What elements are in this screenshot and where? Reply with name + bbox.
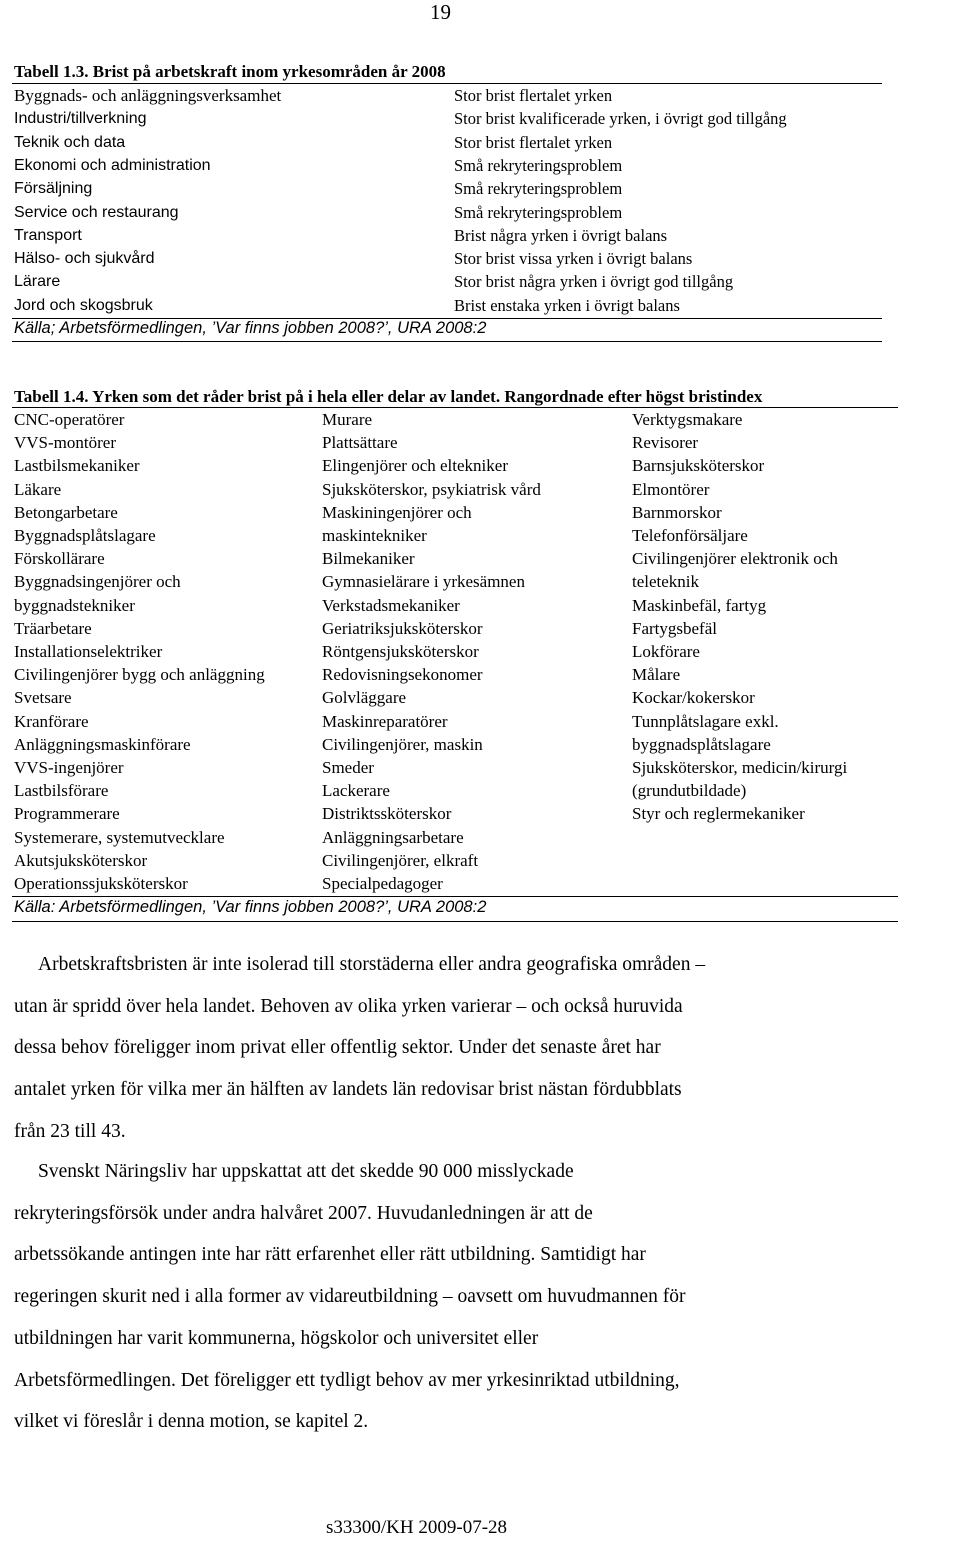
list-item: Systemerare, systemutvecklare [14,827,225,847]
body-paragraph-1 [14,944,894,1153]
body-paragraph-2 [14,1151,894,1443]
row-status: Stor brist flertalet yrken [454,86,613,105]
list-item: Barnsjuksköterskor [632,456,765,476]
list-item: Specialpedagoger [322,874,443,894]
list-item: (grundutbildade) [632,781,747,801]
page-number: 19 [430,0,451,24]
list-item: Betongarbetare [14,502,118,522]
list-item: maskintekniker [322,526,427,546]
list-item: Byggnadsingenjörer och [14,572,181,592]
list-item: Maskinreparatörer [322,711,448,731]
paragraph-line: från 23 till 43. [14,1120,126,1142]
row-area: Byggnads- och anläggningsverksamhet [14,86,282,105]
row-status: Små rekryteringsproblem [454,202,623,222]
paragraph-line: dessa behov föreligger inom privat eller offentlig sektor. Under det senaste året har [14,1037,661,1059]
table-1-4-column-1 [14,408,265,895]
row-area: Service och restaurang [14,203,179,221]
row-area: Industri/tillverkning [14,110,147,128]
list-item: Fartygsbefäl [632,618,717,638]
list-item: Operationssjuksköterskor [14,874,188,894]
paragraph-line: Svenskt Näringsliv har uppskattat att det skedde 90 000 misslyckade [38,1161,574,1182]
list-item: Sjuksköterskor, medicin/kirurgi [632,758,848,778]
table-1-4-source: Källa: Arbetsförmedlingen, ’Var finns jobben 2008?’, URA 2008:2 [14,898,487,916]
list-item: Verktygsmakare [632,410,743,429]
table-1-4-title: Tabell 1.4. Yrken som det råder brist på i hela eller delar av landet. Rangordnade efter högst bristindex [14,387,763,406]
table-row [14,154,884,177]
list-item: Lokförare [632,642,700,662]
list-item: Civilingenjörer, maskin [322,734,483,754]
list-item: teleteknik [632,572,700,592]
list-item: Geriatriksjuksköterskor [322,618,483,638]
list-item: Barnmorskor [632,502,722,522]
list-item: Redovisningsekonomer [322,665,483,685]
list-item: Akutsjuksköterskor [14,850,148,870]
list-item: Sjuksköterskor, psykiatrisk vård [322,479,541,499]
list-item: Verkstadsmekaniker [322,595,460,615]
list-item: Plattsättare [322,433,398,453]
paragraph-line: regeringen skurit ned i alla former av vidareutbildning – oavsett om huvudmannen för [14,1286,686,1308]
list-item: Elmontörer [632,479,710,499]
list-item: Förskollärare [14,549,105,569]
row-area: Ekonomi och administration [14,156,211,174]
list-item: byggnadstekniker [14,595,135,615]
list-item: Lastbilsförare [14,781,109,801]
list-item: Röntgensjuksköterskor [322,642,479,662]
list-item: CNC-operatörer [14,410,125,429]
list-item: Svetsare [14,688,72,708]
paragraph-line: utbildningen har varit kommunerna, högskolor och universitet eller [14,1327,539,1349]
table-1-4-mid-rule [12,896,898,897]
table-row [14,294,884,317]
row-area: Försäljning [14,180,93,198]
paragraph-line: utan är spridd över hela landet. Behoven av olika yrken varierar – och också huruvida [14,995,683,1017]
table-row [14,177,884,200]
row-status: Stor brist flertalet yrken [454,132,613,152]
table-row [14,224,884,247]
list-item: Kranförare [14,711,89,731]
list-item: Anläggningsmaskinförare [14,734,191,754]
row-status: Stor brist kvalificerade yrken, i övrigt god tillgång [454,109,787,129]
table-row [14,201,884,224]
list-item: Bilmekaniker [322,549,415,569]
paragraph-line: Arbetskraftsbristen är inte isolerad till storstäderna eller andra geografiska områden – [38,954,706,975]
row-status: Små rekryteringsproblem [454,155,623,175]
table-1-4-column-3 [632,408,847,826]
table-1-3-bottom-rule [12,341,882,342]
list-item: Murare [322,410,373,429]
list-item: Byggnadsplåtslagare [14,526,156,546]
paragraph-line: rekryteringsförsök under andra halvåret 2007. Huvudanledningen är att de [14,1202,593,1224]
list-item: Tunnplåtslagare exkl. [632,711,779,731]
list-item: Telefonförsäljare [632,526,748,546]
list-item: Maskinbefäl, fartyg [632,595,767,615]
list-item: Golvläggare [322,688,407,708]
paragraph-line: vilket vi föreslår i denna motion, se kapitel 2. [14,1411,369,1433]
list-item: Civilingenjörer elektronik och [632,549,838,569]
table-row [14,247,884,270]
row-area: Lärare [14,273,61,291]
list-item: Lackerare [322,781,390,801]
list-item: Lastbilsmekaniker [14,456,140,476]
list-item: Läkare [14,479,62,499]
list-item: Elingenjörer och eltekniker [322,456,508,476]
table-1-4-column-2 [322,408,541,895]
row-area: Transport [14,226,82,244]
paragraph-line: Arbetsförmedlingen. Det föreligger ett tydligt behov av mer yrkesinriktad utbildning, [14,1369,680,1391]
row-area: Hälso- och sjukvård [14,250,155,268]
table-row [14,131,884,154]
list-item: VVS-montörer [14,433,116,453]
list-item: Kockar/kokerskor [632,688,755,708]
list-item: Maskiningenjörer och [322,502,472,522]
list-item: Gymnasielärare i yrkesämnen [322,572,525,592]
list-item: Distriktssköterskor [322,804,452,824]
row-status: Små rekryteringsproblem [454,179,623,199]
list-item: Anläggningsarbetare [322,827,464,847]
row-area: Jord och skogsbruk [14,296,153,314]
table-1-4-bottom-rule [12,921,898,922]
list-item: Programmerare [14,804,120,824]
document-footer: s33300/KH 2009-07-28 [326,1517,508,1538]
list-item: Revisorer [632,433,699,453]
list-item: Styr och reglermekaniker [632,804,805,824]
row-status: Stor brist vissa yrken i övrigt balans [454,249,693,269]
list-item: VVS-ingenjörer [14,758,124,778]
row-status: Brist några yrken i övrigt balans [454,225,668,245]
row-status: Brist enstaka yrken i övrigt balans [454,295,680,315]
table-row [14,107,884,130]
list-item: Målare [632,665,681,685]
list-item: Smeder [322,758,374,778]
table-1-3-title: Tabell 1.3. Brist på arbetskraft inom yrkesområden år 2008 [14,62,446,81]
row-area: Teknik och data [14,133,126,151]
list-item: Träarbetare [14,618,92,638]
list-item: Civilingenjörer bygg och anläggning [14,665,265,685]
list-item: Civilingenjörer, elkraft [322,850,479,870]
row-status: Stor brist några yrken i övrigt god tillgång [454,272,734,292]
list-item: byggnadsplåtslagare [632,734,771,754]
table-row [14,84,884,107]
table-1-3-source: Källa; Arbetsförmedlingen, ’Var finns jobben 2008?’, URA 2008:2 [14,319,487,337]
list-item: Installationselektriker [14,642,163,662]
paragraph-line: arbetssökande antingen inte har rätt erfarenhet eller rätt utbildning. Samtidigt har [14,1244,646,1266]
table-row [14,270,884,293]
paragraph-line: antalet yrken för vilka mer än hälften av landets län redovisar brist nästan fördubblats [14,1079,682,1101]
